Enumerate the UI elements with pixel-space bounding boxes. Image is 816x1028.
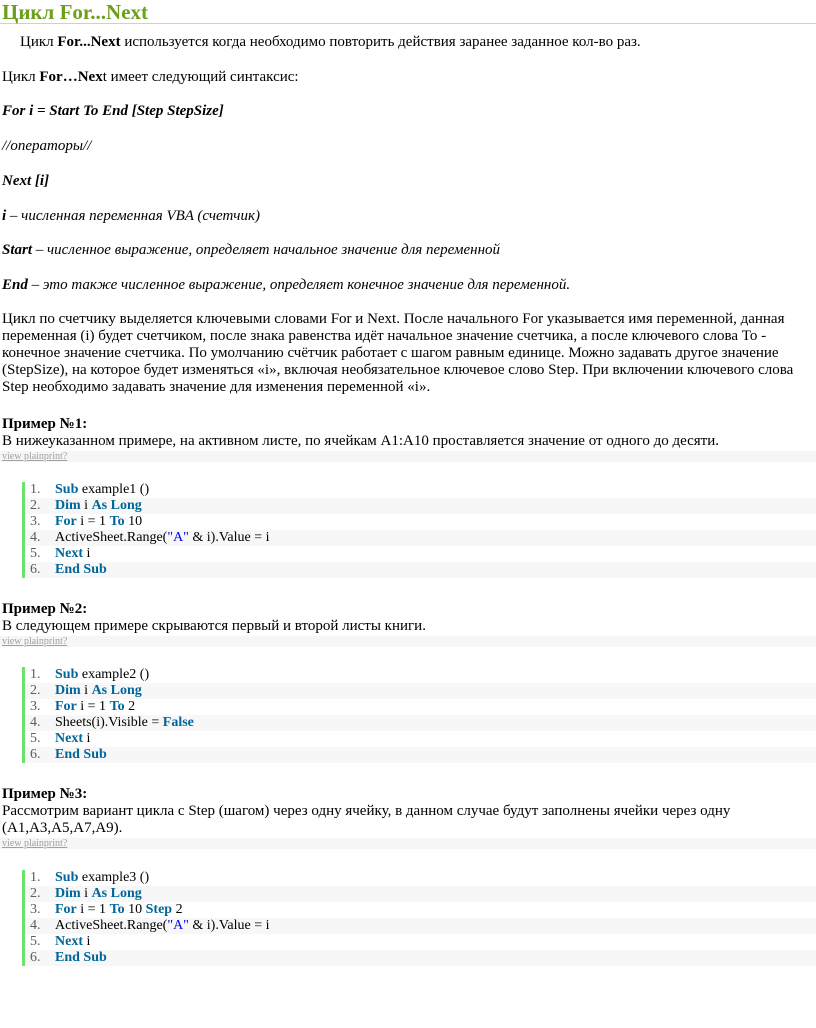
- syntax-line-for: For i = Start To End [Step StepSize]: [2, 103, 224, 119]
- line-number: 4.: [30, 715, 41, 730]
- code-line: [25, 918, 816, 934]
- example-3-code-block: [22, 870, 816, 966]
- code-text: i: [83, 546, 91, 561]
- definition-text: – численная переменная VBA (счетчик): [6, 208, 260, 224]
- code-keyword: To: [109, 699, 125, 714]
- example-2-code-block: [22, 667, 816, 763]
- line-number: 5.: [30, 546, 41, 561]
- example-2-view-plain-link[interactable]: view plainprint?: [0, 636, 816, 647]
- code-keyword: Step: [145, 902, 173, 917]
- syntax-intro-prefix: Цикл: [2, 69, 40, 85]
- code-text: 10: [124, 902, 146, 917]
- code-text: & i).Value = i: [188, 530, 270, 545]
- code-line: [25, 683, 816, 699]
- code-text: i: [83, 731, 91, 746]
- example-3-view-plain-link[interactable]: view plainprint?: [0, 838, 816, 849]
- explanation-paragraph: Цикл по счетчику выделяется ключевыми словами For и Next. После начального For указывается имя переменной, данная переменная (i) будет счетчиком, после знака равенства идёт начальное значение счетчика, а после ключевого слова To - конечное значение счетчика. По умолчанию счётчик работает с шагом равным единице. Можно задавать другое значение (StepSize), на которое будет изменяться «i», включая необязательное ключевое слово Step. При включении ключевого слова Step необходимо задавать значение для изменения переменной «i».: [2, 311, 794, 395]
- code-keyword: False: [162, 715, 194, 730]
- definition-start: [2, 241, 500, 259]
- intro-suffix: используется когда необходимо повторить действия заранее заданное кол-во раз.: [120, 34, 641, 50]
- code-keyword: As Long: [91, 886, 142, 901]
- definition-text: – это также численное выражение, определяет конечное значение для переменной.: [27, 277, 571, 293]
- code-line: [25, 870, 816, 886]
- line-number: 1.: [30, 482, 41, 497]
- line-number: 5.: [30, 731, 41, 746]
- example-3-heading: Пример №3:: [2, 786, 88, 802]
- code-line: [25, 482, 816, 498]
- code-keyword: As Long: [91, 498, 142, 513]
- code-line: [25, 934, 816, 950]
- code-text: 2: [124, 699, 136, 714]
- line-number: 3.: [30, 902, 41, 917]
- syntax-intro-suffix: t имеет следующий синтаксис:: [102, 69, 299, 85]
- code-text: i = 1: [76, 514, 110, 529]
- line-number: 1.: [30, 667, 41, 682]
- line-number: 1.: [30, 870, 41, 885]
- definition-text: – численное выражение, определяет начальное значение для переменной: [32, 242, 501, 258]
- code-text: example2 (): [78, 667, 150, 682]
- code-keyword: Sub: [55, 667, 79, 682]
- code-keyword: Sub: [55, 482, 79, 497]
- code-keyword: Next: [55, 731, 83, 746]
- example-2-heading: Пример №2:: [2, 601, 88, 617]
- code-line: [25, 902, 816, 918]
- syntax-intro: [2, 68, 299, 86]
- line-number: 2.: [30, 886, 41, 901]
- line-number: 2.: [30, 683, 41, 698]
- line-number: 2.: [30, 498, 41, 513]
- code-line: [25, 498, 816, 514]
- code-line: [25, 546, 816, 562]
- code-text: & i).Value = i: [188, 918, 270, 933]
- code-keyword: Sub: [55, 870, 79, 885]
- line-number: 4.: [30, 530, 41, 545]
- code-text: 2: [172, 902, 183, 917]
- code-line: [25, 747, 816, 763]
- line-number: 6.: [30, 747, 41, 762]
- code-text: i: [80, 683, 92, 698]
- definition-end: [2, 276, 570, 294]
- intro-prefix: Цикл: [20, 34, 58, 50]
- example-3-description: Рассмотрим вариант цикла с Step (шагом) через одну ячейку, в данном случае будут заполнены ячейки через одну (A1,A3,A5,A7,A9).: [2, 803, 731, 836]
- line-number: 6.: [30, 950, 41, 965]
- code-keyword: Next: [55, 934, 83, 949]
- definition-term: Start: [2, 242, 33, 258]
- code-string: "A": [167, 530, 189, 545]
- definition-term: End: [2, 277, 28, 293]
- code-text: i = 1: [76, 699, 110, 714]
- code-keyword: End Sub: [55, 562, 107, 577]
- code-keyword: As Long: [91, 683, 142, 698]
- definition-i: [2, 207, 260, 225]
- code-text: 10: [124, 514, 143, 529]
- code-line: [25, 562, 816, 578]
- line-number: 6.: [30, 562, 41, 577]
- code-line: [25, 731, 816, 747]
- code-keyword: Dim: [55, 886, 81, 901]
- code-keyword: To: [109, 902, 125, 917]
- intro-paragraph: [20, 33, 641, 51]
- definition-term: i: [2, 208, 7, 224]
- code-line: [25, 886, 816, 902]
- code-string: "A": [167, 918, 189, 933]
- code-line: [25, 514, 816, 530]
- code-line: [25, 667, 816, 683]
- line-number: 5.: [30, 934, 41, 949]
- example-1-heading: Пример №1:: [2, 416, 88, 432]
- code-line: [25, 950, 816, 966]
- code-text: i = 1: [76, 902, 110, 917]
- code-keyword: End Sub: [55, 747, 107, 762]
- code-line: [25, 530, 816, 546]
- code-text: ActiveSheet.Range(: [55, 530, 168, 545]
- intro-bold: For...Next: [57, 34, 121, 50]
- code-keyword: For: [55, 514, 77, 529]
- code-keyword: For: [55, 902, 77, 917]
- example-1-description: В нижеуказанном примере, на активном листе, по ячейкам A1:A10 проставляется значение от одного до десяти.: [2, 433, 719, 449]
- code-keyword: Dim: [55, 498, 81, 513]
- code-text: i: [80, 886, 92, 901]
- line-number: 4.: [30, 918, 41, 933]
- code-text: example1 (): [78, 482, 150, 497]
- syntax-intro-bold: For…Nex: [39, 69, 103, 85]
- code-keyword: Next: [55, 546, 83, 561]
- example-1-view-plain-link[interactable]: view plainprint?: [0, 451, 816, 462]
- syntax-line-next: Next [i]: [2, 173, 50, 189]
- code-text: example3 (): [78, 870, 150, 885]
- example-1-code-block: [22, 482, 816, 578]
- syntax-line-operators: //операторы//: [2, 138, 92, 154]
- example-2-description: В следующем примере скрываются первый и второй листы книги.: [2, 618, 426, 634]
- line-number: 3.: [30, 514, 41, 529]
- code-line: [25, 715, 816, 731]
- code-keyword: End Sub: [55, 950, 107, 965]
- code-keyword: To: [109, 514, 125, 529]
- code-line: [25, 699, 816, 715]
- code-text: Sheets(i).Visible =: [55, 715, 163, 730]
- code-text: i: [83, 934, 91, 949]
- code-keyword: For: [55, 699, 77, 714]
- line-number: 3.: [30, 699, 41, 714]
- code-text: ActiveSheet.Range(: [55, 918, 168, 933]
- code-text: i: [80, 498, 92, 513]
- code-keyword: Dim: [55, 683, 81, 698]
- page-title: Цикл For...Next: [0, 0, 816, 24]
